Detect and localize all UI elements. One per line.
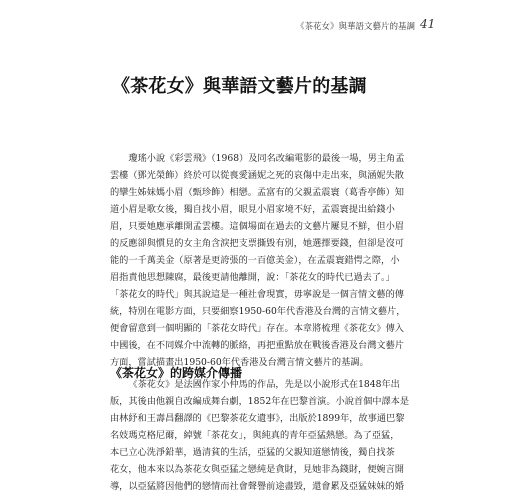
page-number: 41 [420,17,436,31]
chapter-title: 《茶花女》與華語文藝片的基調 [112,76,367,98]
intro-paragraph: 瓊瑤小說《彩雲飛》（1968）及同名改編電影的最後一場，男主角孟 雲樓（鄧光榮飾）終於可以從喪愛涵妮之死的哀傷中走出來，與涵妮失散 的攣生姊妹媽小眉（甄珍飾）相戀。孟富有的父親孟震寰（葛香亭飾）知 道小眉是歌女後，獨自找小眉，眼見小眉家境不好，孟震寰提出給錢小 眉，只要她應承離開孟雲樓。這個場面在過去的文藝片屢見不鮮，但小眉 的反應卻與慣見的女主角含淚把支票撕毀有別，她選擇要錢，但卻是沒可 能的一千萬美金（原著是更誇張的一百億美金），在孟震寰錯愕之際，小 眉指責他思想陳腐，最後更請他離開，說：「茶花女的時代已過去了。」 「茶花女的時代」與其說這是一種社會現實，毋寧說是一個言情文藝的傳 統，特別在電影方面，只要細察1950-60年代香港及台灣的言情文藝片， 便會留意到一個明顯的「茶花女時代」存在。本章將梳理《茶花女》傳入 中國後，在不同媒介中流轉的脈絡，再把重點放在戰後香港及台灣文藝片 方面，嘗試描畫出1950-60年代香港及台灣言情文藝片的基調。 [110,153,406,368]
media-paragraph: 《茶花女》是法國作家小仲馬的作品，先是以小說形式在1848年出 版，其後由他親自改編成舞台劇，1852年在巴黎首演。小說首個中譯本是 由林紓和王壽昌翻譯的《巴黎茶花女遺事》，出版於1899年，故事通巴黎 名妓瑪克格尼爾，綽號「茶花女」，與純真的青年亞猛熱戀。為了亞猛， 本已立心洗淨鉛華，過清貧的生活，亞猛的父親知道戀情後，獨自找茶 花女，他本來以為茶花女與亞猛之戀純是貪財，見她非為錢財，便婉言開 導，以亞猛將因他們的戀情而社會聲譽前途盡毀，還會累及亞猛妹妹的婚 [110,379,410,492]
section-heading: 《茶花女》的跨媒介傳播 [110,365,243,380]
media-section [110,376,410,495]
intro-section [110,150,410,371]
running-header: 《茶花女》與華語文藝片的基調 [295,22,415,32]
